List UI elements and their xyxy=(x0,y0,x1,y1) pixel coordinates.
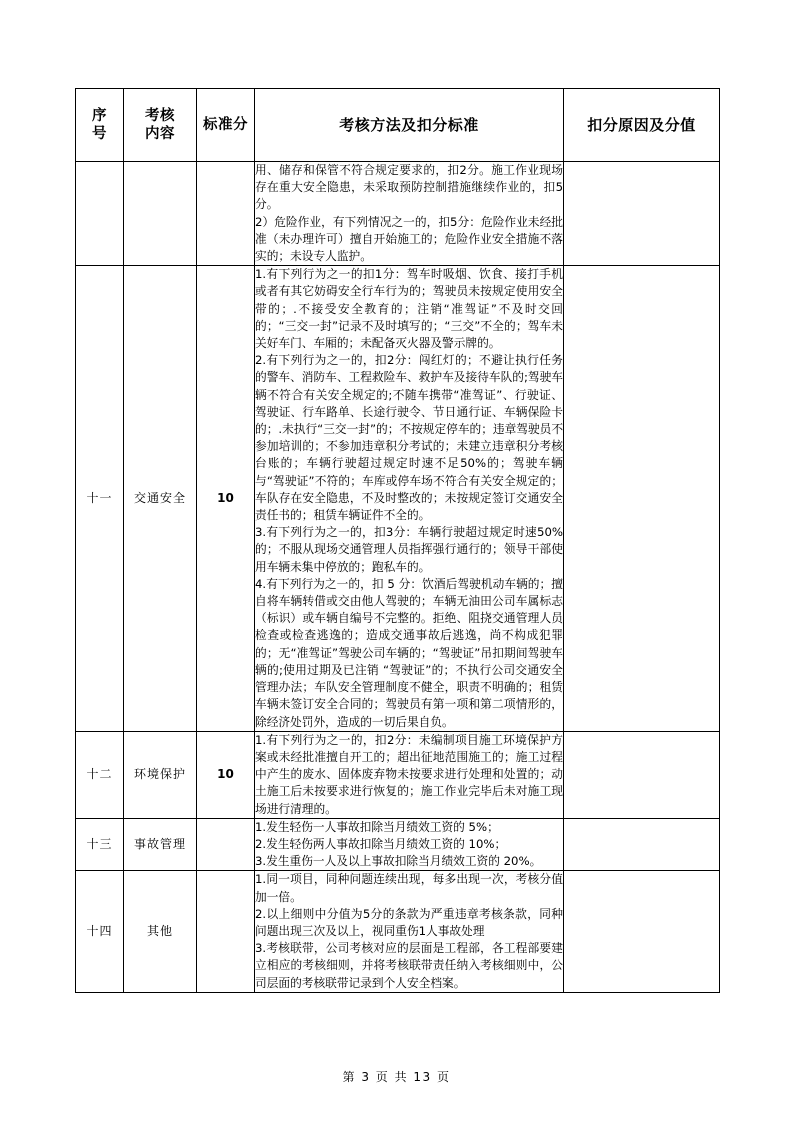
criteria-paragraph: 2.发生轻伤两人事故扣除当月绩效工资的 10%； xyxy=(255,836,507,851)
cell-method-and-criteria xyxy=(255,266,564,731)
table-row xyxy=(76,162,720,266)
cell-deduction-reason[interactable] xyxy=(564,871,720,992)
cell-method-and-criteria xyxy=(255,731,564,818)
table-row xyxy=(76,266,720,731)
cell-standard-score: 10 xyxy=(197,731,255,818)
criteria-paragraph: 1.有下列行为之一的扣1分：驾车时吸烟、饮食、接打手机或者有其它妨碍安全行车行为的；驾驶员未按规定使用安全带的；.不接受安全教育的；注销“准驾证”不及时交回的；“三交一封”记录不及时填写的；“三交”不全的；驾车未关好车门、车厢的；未配备灭火器及警示牌的。 xyxy=(255,267,563,351)
cell-standard-score xyxy=(197,871,255,992)
cell-assessment-item: 交通安全 xyxy=(124,266,197,731)
criteria-paragraph: 1.同一项目，同种问题连续出现，每多出现一次，考核分值加一倍。 xyxy=(255,872,563,904)
cell-sequence xyxy=(76,162,124,266)
table-row xyxy=(76,731,720,818)
cell-assessment-item: 环境保护 xyxy=(124,731,197,818)
criteria-paragraph: 3.发生重伤一人及以上事故扣除当月绩效工资的 20%。 xyxy=(255,854,542,869)
header-item-line2: 内容 xyxy=(145,126,175,142)
criteria-paragraph: 2.有下列行为之一的，扣2分：闯红灯的；不避让执行任务的警车、消防车、工程救险车、救护车及接待车队的;驾驶车辆不符合有关安全规定的;不随车携带“准驾证”、行驶证、驾驶证、行车路单、长途行驶令、节日通行证、车辆保险卡的；.未执行“三交一封”的；不按规定停车的；违章驾驶员不参加培训的；不参加违章积分考试的；未建立违章积分考核台账的；车辆行驶超过规定时速不足50%的；驾驶车辆与“驾驶证”不符的；车库或停车场不符合有关安全规定的；车队存在安全隐患，不及时整改的；未按规定签订交通安全责任书的；租赁车辆证件不全的。 xyxy=(255,353,564,523)
criteria-paragraph: 1.发生轻伤一人事故扣除当月绩效工资的 5%； xyxy=(255,819,499,834)
header-row xyxy=(76,89,720,162)
cell-assessment-item: 其他 xyxy=(124,871,197,992)
header-seq-line2: 号 xyxy=(92,126,107,142)
table-row xyxy=(76,818,720,871)
cell-sequence: 十二 xyxy=(76,731,124,818)
column-header-sequence xyxy=(76,89,124,162)
header-seq-line1: 序 xyxy=(92,107,107,124)
cell-sequence: 十一 xyxy=(76,266,124,731)
cell-standard-score: 10 xyxy=(197,266,255,731)
cell-deduction-reason[interactable] xyxy=(564,731,720,818)
cell-deduction-reason[interactable] xyxy=(564,818,720,871)
header-item-line1: 考核 xyxy=(145,107,175,124)
column-header-deduction-reason: 扣分原因及分值 xyxy=(564,89,720,162)
cell-method-and-criteria xyxy=(255,871,564,992)
cell-sequence: 十四 xyxy=(76,871,124,992)
assessment-table xyxy=(75,88,720,993)
table-header xyxy=(76,89,720,162)
cell-sequence: 十三 xyxy=(76,818,124,871)
table-body xyxy=(76,162,720,993)
table-row xyxy=(76,871,720,992)
cell-method-and-criteria xyxy=(255,818,564,871)
criteria-paragraph: 3.考核联带，公司考核对应的层面是工程部，各工程部要建立相应的考核细则，并将考核联带责任纳入考核细则中，公司层面的考核联带记录到个人安全档案。 xyxy=(255,941,563,990)
column-header-item xyxy=(124,89,197,162)
cell-assessment-item xyxy=(124,162,197,266)
cell-standard-score xyxy=(197,818,255,871)
criteria-paragraph: 2）危险作业，有下列情况之一的，扣5分：危险作业未经批准（未办理许可）擅自开始施工的；危险作业安全措施不落实的；未设专人监护。 xyxy=(255,214,563,264)
cell-assessment-item: 事故管理 xyxy=(124,818,197,871)
column-header-method: 考核方法及扣分标准 xyxy=(255,89,564,162)
criteria-paragraph: 2.以上细则中分值为5分的条款为严重违章考核条款，同种问题出现三次及以上，视同重伤1人事故处理 xyxy=(255,906,563,938)
cell-deduction-reason[interactable] xyxy=(564,162,720,266)
cell-method-and-criteria xyxy=(255,162,564,266)
criteria-paragraph: 1.有下列行为之一的，扣2分：未编制项目施工环境保护方案或未经批准擅自开工的；超出征地范围施工的；施工过程中产生的废水、固体废弃物未按要求进行处理和处置的；动土施工后未按要求进行恢复的；施工作业完毕后未对施工现场进行清理的。 xyxy=(255,732,563,816)
criteria-paragraph: 3.有下列行为之一的，扣3分：车辆行驶超过规定时速50%的；不服从现场交通管理人员指挥强行通行的；领导干部使用车辆未集中停放的；跑私车的。 xyxy=(255,525,563,574)
column-header-standard-score: 标准分 xyxy=(197,89,255,162)
cell-standard-score xyxy=(197,162,255,266)
criteria-paragraph: 4.有下列行为之一的，扣 5 分：饮酒后驾驶机动车辆的；擅自将车辆转借或交由他人驾驶的；车辆无油田公司车属标志（标识）或车辆自编号不完整的。拒绝、阻挠交通管理人员检查或检查逃逸的；造成交通事故后逃逸，尚不构成犯罪的；无“准驾证”驾驶公司车辆的；“驾驶证”吊扣期间驾驶车辆的;使用过期及已注销 “驾驶证”的；不执行公司交通安全管理办法；车队安全管理制度不健全，职责不明确的；租赁车辆未签订安全合同的；驾驶员有第一项和第二项情形的，除经济处罚外，造成的一切后果自负。 xyxy=(255,576,563,729)
criteria-paragraph: 用、储存和保管不符合规定要求的，扣2分。施工作业现场存在重大安全隐患，未采取预防控制措施继续作业的，扣5分。 xyxy=(255,163,563,212)
cell-deduction-reason[interactable] xyxy=(564,266,720,731)
page-footer: 第 3 页 共 13 页 xyxy=(342,1070,451,1084)
